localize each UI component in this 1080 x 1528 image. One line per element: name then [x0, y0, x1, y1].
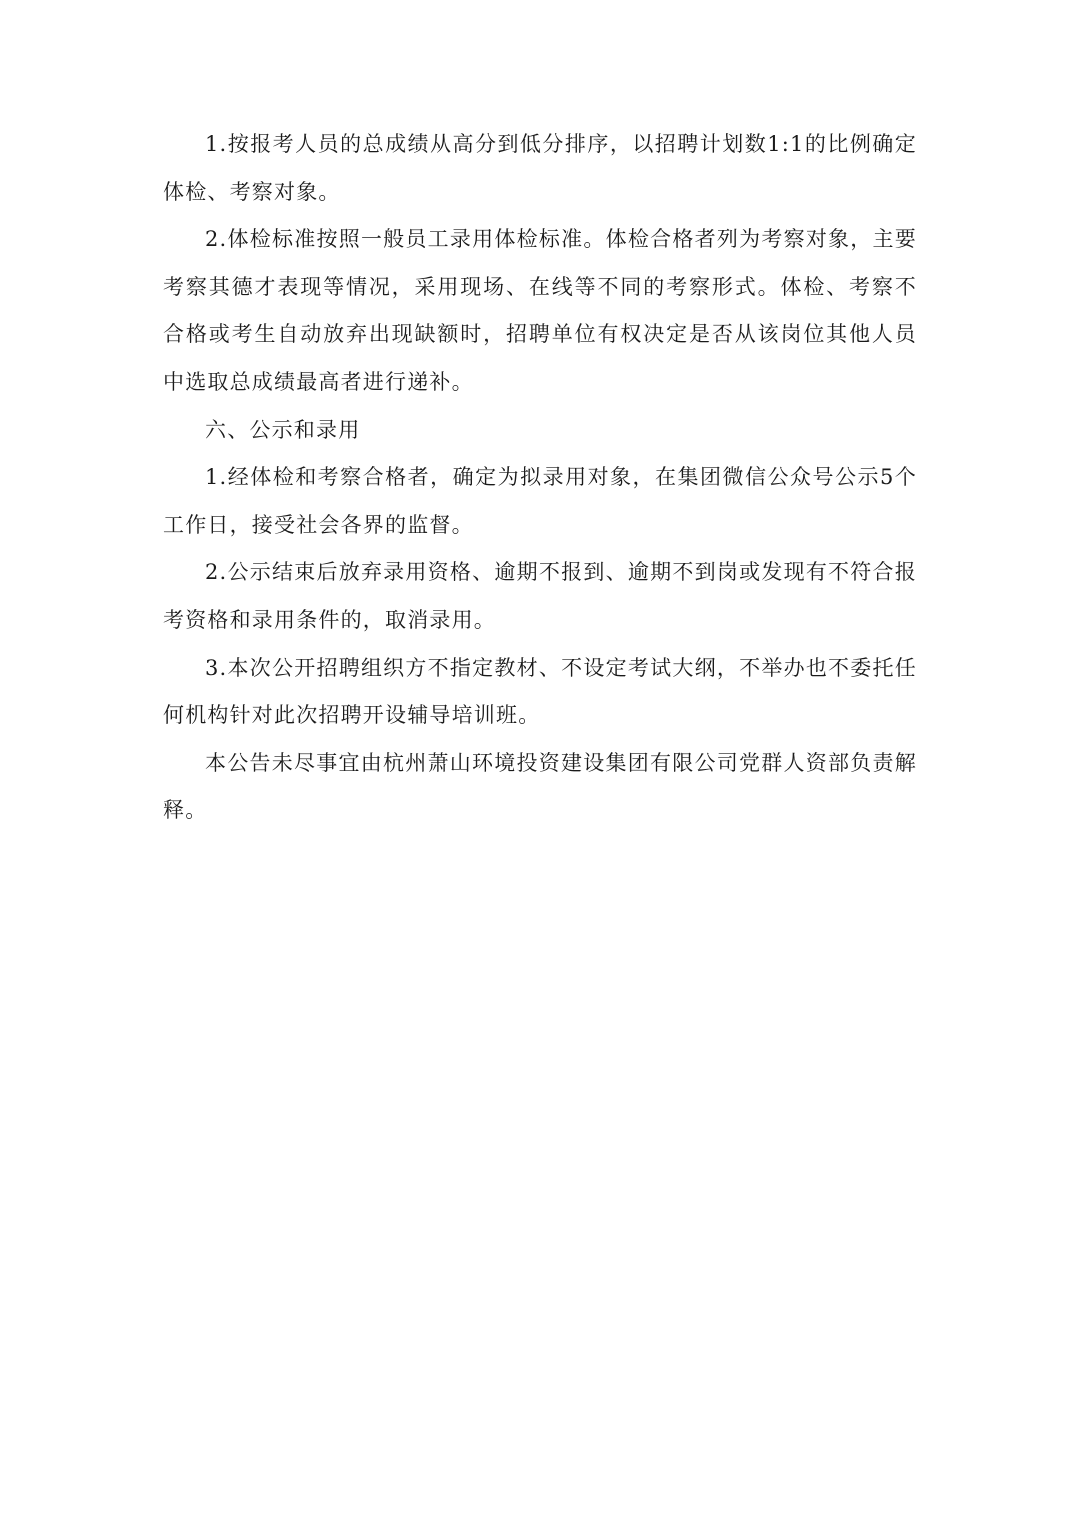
paragraph-interpretation: 本公告未尽事宜由杭州萧山环境投资建设集团有限公司党群人资部负责解释。 — [163, 750, 917, 823]
paragraph-no-training: 3.本次公开招聘组织方不指定教材、不设定考试大纲，不举办也不委托任何机构针对此次招聘开设辅导培训班。 — [163, 655, 917, 728]
paragraph-publicity: 1.经体检和考察合格者，确定为拟录用对象，在集团微信公众号公示5个工作日，接受社会各界的监督。 — [163, 465, 917, 537]
section-heading-publicity: 六、公示和录用 — [205, 417, 361, 442]
document-body — [163, 121, 917, 835]
paragraph-physical-exam-standard: 2.体检标准按照一般员工录用体检标准。体检合格者列为考察对象，主要考察其德才表现等情况，采用现场、在线等不同的考察形式。体检、考察不合格或考生自动放弃出现缺额时，招聘单位有权决定是否从该岗位其他人员中选取总成绩最高者进行递补。 — [163, 227, 917, 394]
paragraph-exam-ranking: 1.按报考人员的总成绩从高分到低分排序，以招聘计划数1:1的比例确定体检、考察对象。 — [163, 132, 917, 204]
paragraph-cancel-hiring: 2.公示结束后放弃录用资格、逾期不报到、逾期不到岗或发现有不符合报考资格和录用条件的，取消录用。 — [163, 560, 917, 632]
